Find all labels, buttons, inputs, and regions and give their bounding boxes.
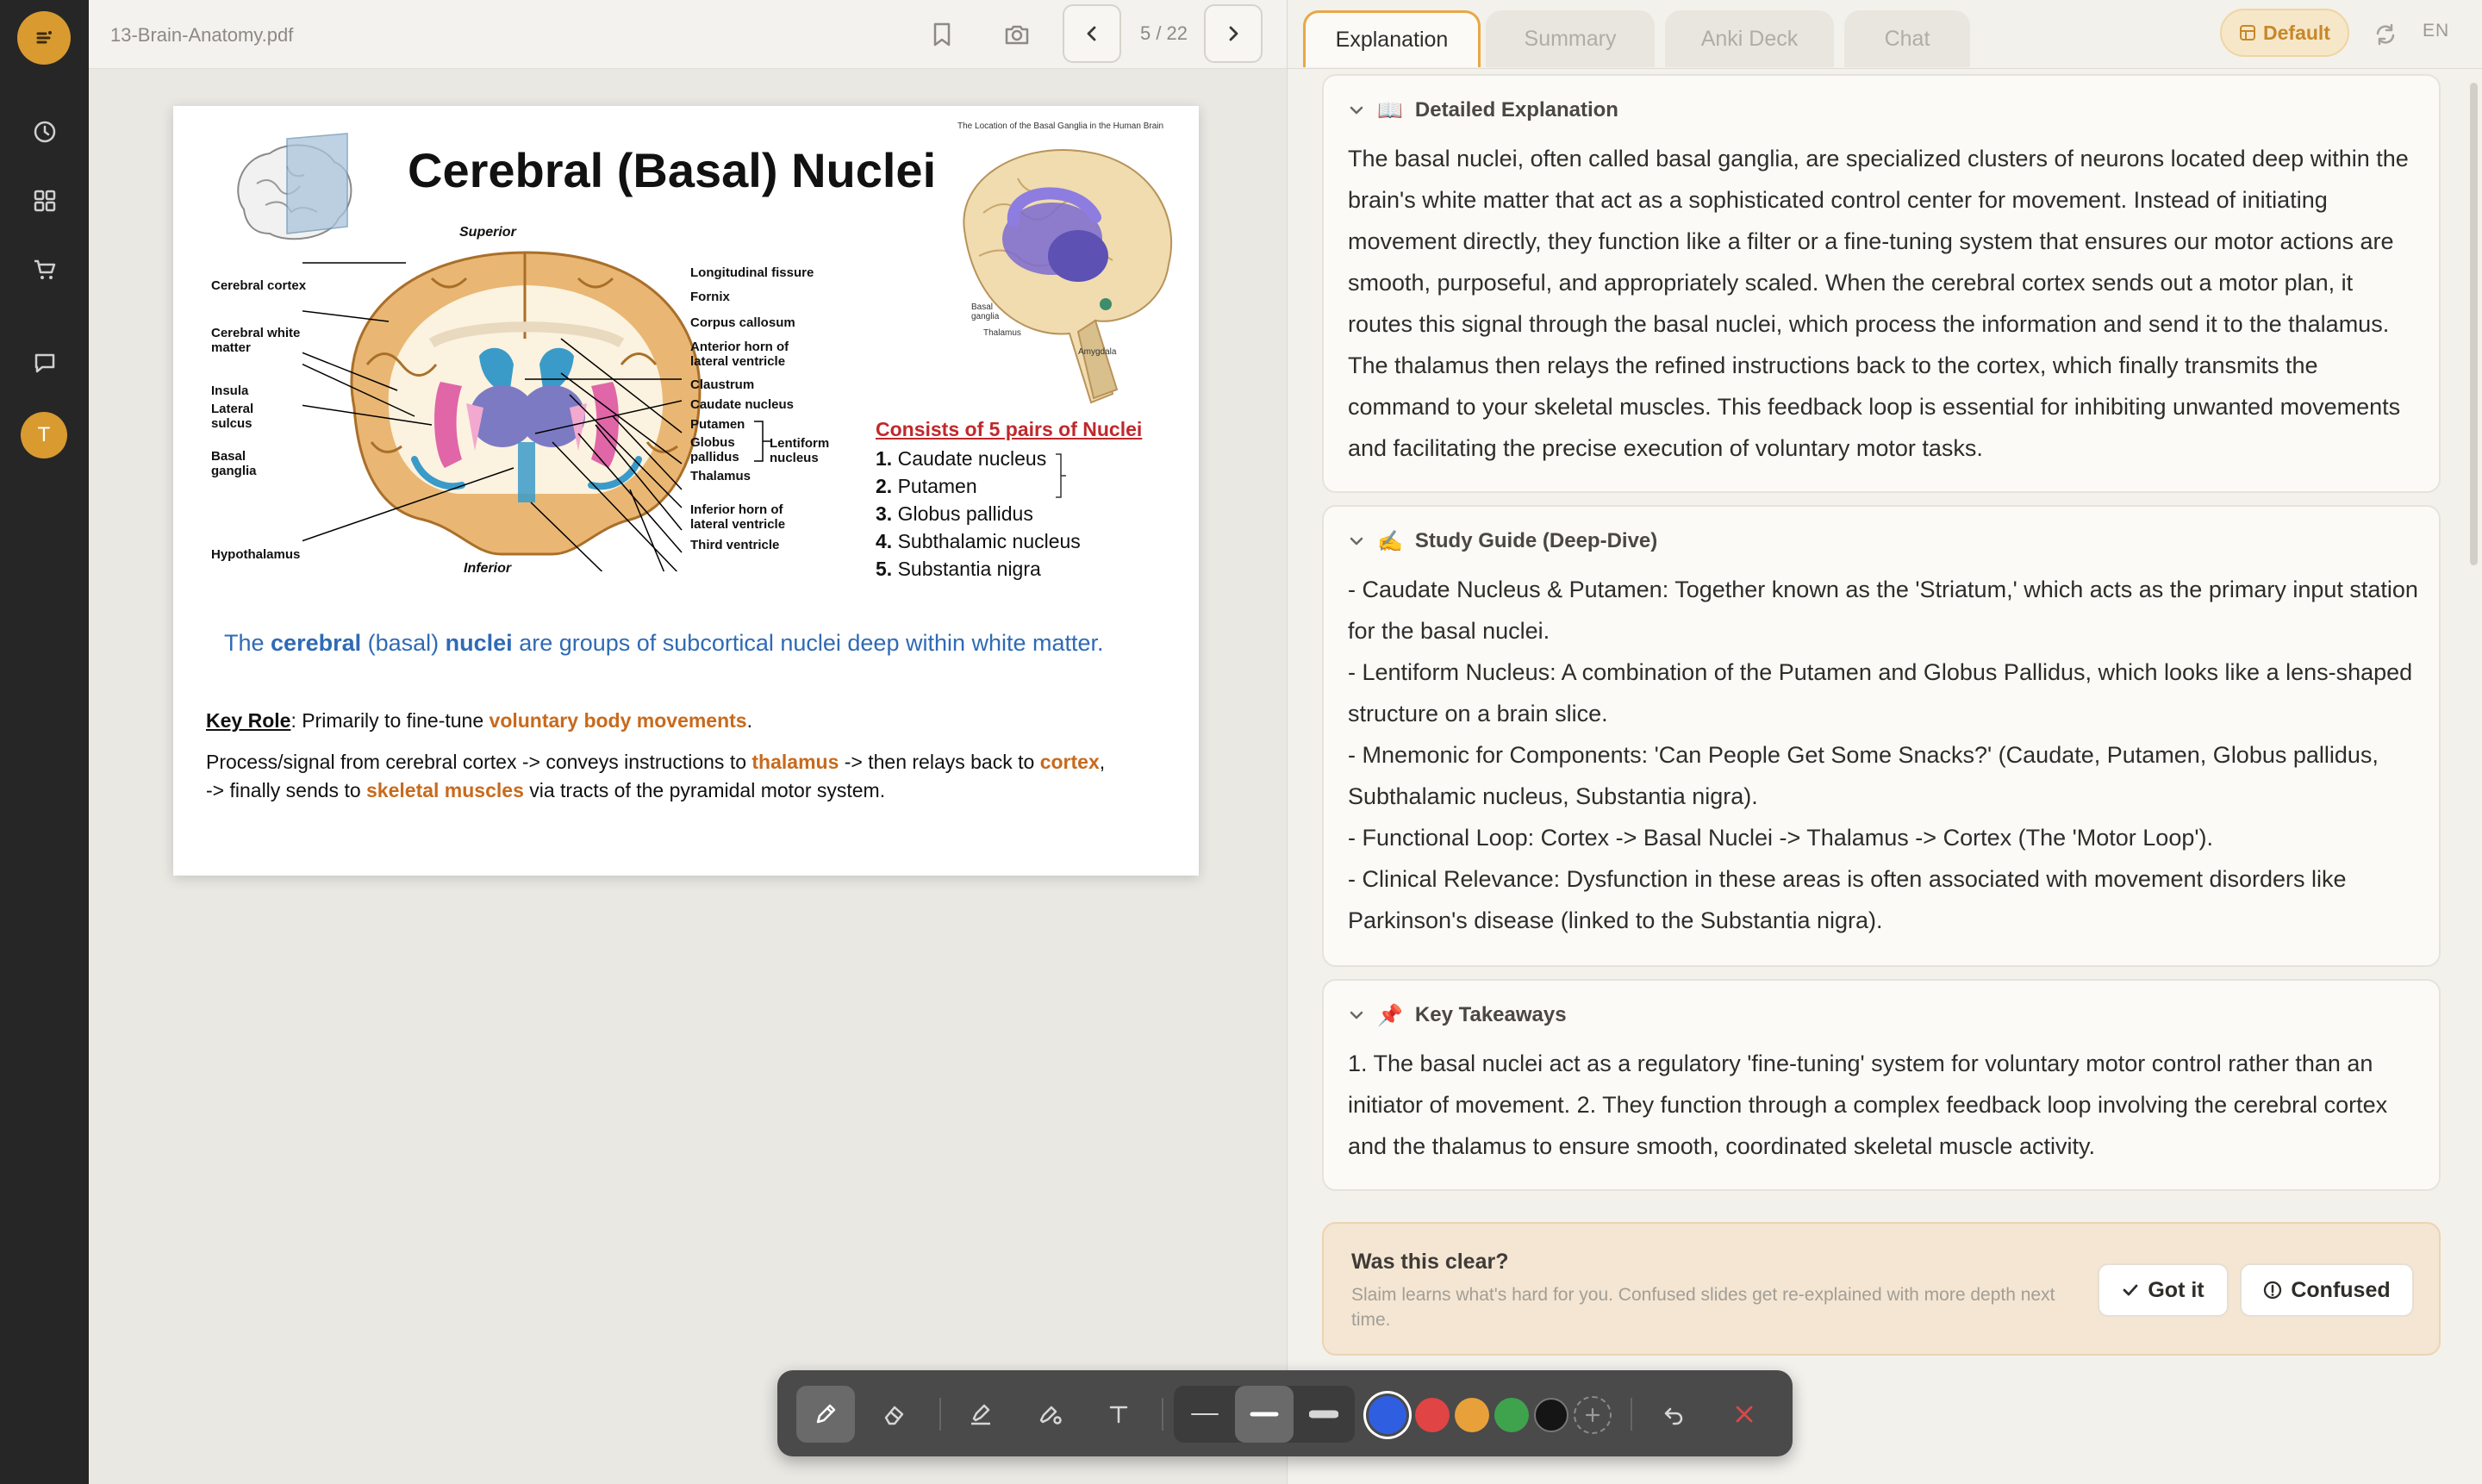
pushpin-icon: 📌: [1377, 1003, 1403, 1027]
chevron-down-icon[interactable]: [1348, 1007, 1365, 1024]
grid-icon[interactable]: [22, 178, 67, 223]
history-icon[interactable]: [22, 109, 67, 154]
section-header[interactable]: [1348, 93, 1618, 128]
page-indicator: 5 / 22: [1139, 22, 1188, 44]
fill-icon[interactable]: [1020, 1386, 1079, 1443]
orientation-superior: Superior: [459, 225, 516, 240]
section-body: [1348, 569, 2420, 941]
label-cerebral-white-matter: Cerebral white matter: [211, 326, 301, 355]
got-it-label: Got it: [2148, 1277, 2204, 1302]
label-lentiform-nucleus: Lentiform nucleus: [770, 436, 830, 465]
section-body: 1. The basal nuclei act as a regulatory 'fine-tuning' system for voluntary motor control rather than an initiator of movement. 2. They function through a complex feedback loop involving the cerebral cortex and the thalamus to ensure smooth, coordinated skeletal muscle activity.: [1348, 1051, 2388, 1159]
layout-icon: [2239, 24, 2256, 41]
tab-explanation[interactable]: Explanation: [1303, 10, 1481, 67]
nuclei-item: 4. Subthalamic nucleus: [876, 530, 1081, 552]
nuclei-item: 3. Globus pallidus: [876, 502, 1033, 525]
tab-summary[interactable]: Summary: [1486, 10, 1655, 67]
nuclei-item: 2. Putamen: [876, 475, 977, 497]
label-fornix: Fornix: [690, 290, 730, 304]
got-it-button[interactable]: [2098, 1263, 2229, 1317]
toolbar-separator: [1162, 1398, 1163, 1431]
add-color-button[interactable]: [1574, 1396, 1612, 1434]
plus-icon: [1584, 1406, 1601, 1424]
label-caudate-nucleus: Caudate nucleus: [690, 397, 795, 412]
cart-icon[interactable]: [22, 247, 67, 292]
pen-icon[interactable]: [796, 1386, 855, 1443]
chevron-down-icon[interactable]: [1348, 533, 1365, 550]
list-item: - Clinical Relevance: Dysfunction in these areas is often associated with movement disorders like Parkinson's disease (linked to the Substantia nigra).: [1348, 866, 2347, 933]
section-title: Detailed Explanation: [1414, 98, 1618, 122]
feedback-title: Was this clear?: [1351, 1250, 1509, 1274]
inset-label-thalamus: Thalamus: [983, 328, 1021, 338]
close-icon[interactable]: [1715, 1386, 1774, 1443]
pdf-page: [173, 106, 1199, 876]
nuclei-list: [876, 445, 1081, 583]
tab-anki-deck[interactable]: Anki Deck: [1665, 10, 1834, 67]
color-swatch-red[interactable]: [1415, 1398, 1450, 1432]
check-icon: [2122, 1281, 2139, 1299]
pdf-toolbar: [89, 0, 1287, 69]
confused-label: Confused: [2291, 1277, 2391, 1302]
color-swatch-green[interactable]: [1494, 1398, 1529, 1432]
prev-page-button[interactable]: [1063, 4, 1121, 63]
camera-icon[interactable]: [998, 17, 1036, 52]
drawing-toolbar: [777, 1370, 1793, 1456]
basal-ganglia-location-illustration: [949, 135, 1190, 420]
label-hypothalamus: Hypothalamus: [211, 547, 301, 562]
label-globus-pallidus: Globus pallidus: [690, 435, 739, 465]
label-anterior-horn: Anterior horn of lateral ventricle: [690, 340, 789, 369]
undo-icon[interactable]: [1644, 1386, 1703, 1443]
orientation-inferior: Inferior: [464, 561, 512, 576]
brain-orientation-illustration: [227, 132, 365, 257]
info-circle-icon: [2263, 1281, 2282, 1300]
label-insula: Insula: [211, 383, 249, 398]
label-longitudinal-fissure: Longitudinal fissure: [690, 265, 814, 280]
color-swatch-orange[interactable]: [1455, 1398, 1489, 1432]
chat-bubble-icon[interactable]: [22, 340, 67, 385]
label-inferior-horn: Inferior horn of lateral ventricle: [690, 502, 786, 532]
nuclei-item: 1. Caudate nucleus: [876, 447, 1047, 470]
feedback-subtitle: Slaim learns what's hard for you. Confused slides get re-explained with more depth next time.: [1351, 1285, 2055, 1330]
slide-process-line-2: -> finally sends to skeletal muscles via tracts of the pyramidal motor system.: [206, 779, 886, 801]
section-body: The basal nuclei, often called basal ganglia, are specialized clusters of neurons located deep within the brain's white matter that act as a sophisticated control center for movement. Instead of initiating movement directly, they function like a filter or a fine-tuning system that ensures our motor actions are smooth, purposeful, and appropriately scaled. When the cerebral cortex sends out a motor plan, it routes this signal through the basal nuclei, which process the information and send it to the thalamus. The thalamus then relays the refined instructions back to the cortex, which finally transmits the command to your skeletal muscles. This feedback loop is essential for inhibiting unwanted movements and facilitating the precise execution of voluntary motor tasks.: [1348, 146, 2409, 461]
slide-title: Cerebral (Basal) Nuclei: [408, 143, 937, 197]
stroke-thick-button[interactable]: [1294, 1386, 1353, 1443]
confused-button[interactable]: [2240, 1263, 2414, 1317]
mode-default-button[interactable]: [2220, 9, 2349, 57]
section-header[interactable]: [1348, 524, 1657, 558]
refresh-icon[interactable]: [2367, 16, 2404, 53]
pdf-viewer: [89, 0, 1287, 1484]
text-icon[interactable]: [1089, 1386, 1148, 1443]
inset-label-amygdala: Amygdala: [1078, 347, 1117, 357]
slaim-logo-icon[interactable]: [17, 11, 71, 65]
user-avatar[interactable]: T: [21, 412, 67, 458]
highlighter-icon[interactable]: [951, 1386, 1010, 1443]
ai-panel: [1287, 0, 2482, 1484]
toolbar-separator: [939, 1398, 941, 1431]
stroke-medium-button[interactable]: [1235, 1386, 1294, 1443]
mode-label: Default: [2263, 21, 2330, 44]
label-putamen: Putamen: [690, 417, 745, 432]
feedback-card: [1322, 1222, 2441, 1356]
lentiform-bracket: [752, 420, 771, 463]
label-cerebral-cortex: Cerebral cortex: [211, 278, 307, 293]
section-title: Key Takeaways: [1414, 1003, 1567, 1026]
slide-process-line-1: Process/signal from cerebral cortex -> conveys instructions to thalamus -> then relays back to cortex,: [206, 751, 1106, 773]
section-header[interactable]: [1348, 998, 1567, 1032]
slide-definition: The cerebral (basal) nuclei are groups of subcortical nuclei deep within white matter.: [224, 630, 1104, 656]
list-item: - Functional Loop: Cortex -> Basal Nuclei -> Thalamus -> Cortex (The 'Motor Loop').: [1348, 825, 2213, 851]
chevron-down-icon[interactable]: [1348, 102, 1365, 119]
slide-key-role: Key Role: Primarily to fine-tune voluntary body movements.: [206, 709, 752, 732]
list-item: - Mnemonic for Components: 'Can People Get Some Snacks?' (Caudate, Putamen, Globus pallidus, Subthalamic nucleus, Substantia nigra).: [1348, 742, 2379, 809]
list-item: - Caudate Nucleus & Putamen: Together known as the 'Striatum,' which acts as the primary input station for the basal nuclei.: [1348, 577, 2418, 644]
stroke-width-group: [1174, 1386, 1355, 1443]
nuclei-heading: Consists of 5 pairs of Nuclei: [876, 418, 1143, 440]
color-swatch-blue[interactable]: [1369, 1396, 1406, 1434]
book-icon: 📖: [1377, 98, 1403, 122]
label-corpus-callosum: Corpus callosum: [690, 315, 795, 330]
list-item: - Lentiform Nucleus: A combination of the Putamen and Globus Pallidus, which looks like a lens-shaped structure on a brain slice.: [1348, 659, 2413, 726]
inset-label-basal: Basal ganglia: [971, 302, 1000, 321]
next-page-button[interactable]: [1204, 4, 1263, 63]
pdf-filename: 13-Brain-Anatomy.pdf: [110, 24, 294, 46]
label-lateral-sulcus: Lateral sulcus: [211, 402, 254, 431]
toolbar-separator: [1631, 1398, 1632, 1431]
nuclei-item: 5. Substantia nigra: [876, 558, 1041, 580]
label-claustrum: Claustrum: [690, 377, 755, 392]
panel-scrollbar[interactable]: [2470, 83, 2478, 565]
writing-hand-icon: ✍️: [1377, 529, 1403, 553]
bookmark-icon[interactable]: [923, 17, 961, 52]
color-swatch-black[interactable]: [1534, 1398, 1568, 1432]
app-sidebar: [0, 0, 89, 1484]
caudate-putamen-bracket: [1054, 452, 1066, 499]
stroke-thin-button[interactable]: [1176, 1386, 1234, 1443]
eraser-icon[interactable]: [865, 1386, 924, 1443]
section-detailed-explanation: [1322, 74, 2441, 493]
section-study-guide: [1322, 505, 2441, 967]
section-title: Study Guide (Deep-Dive): [1414, 529, 1658, 552]
inset-caption: The Location of the Basal Ganglia in the Human Brain: [957, 122, 1164, 131]
label-third-ventricle: Third ventricle: [690, 538, 780, 552]
tab-chat[interactable]: Chat: [1844, 10, 1970, 67]
label-thalamus: Thalamus: [690, 469, 751, 483]
section-key-takeaways: [1322, 979, 2441, 1191]
panel-header: [1288, 0, 2482, 69]
label-basal-ganglia: Basal ganglia: [211, 449, 257, 478]
language-toggle[interactable]: EN: [2423, 21, 2450, 41]
